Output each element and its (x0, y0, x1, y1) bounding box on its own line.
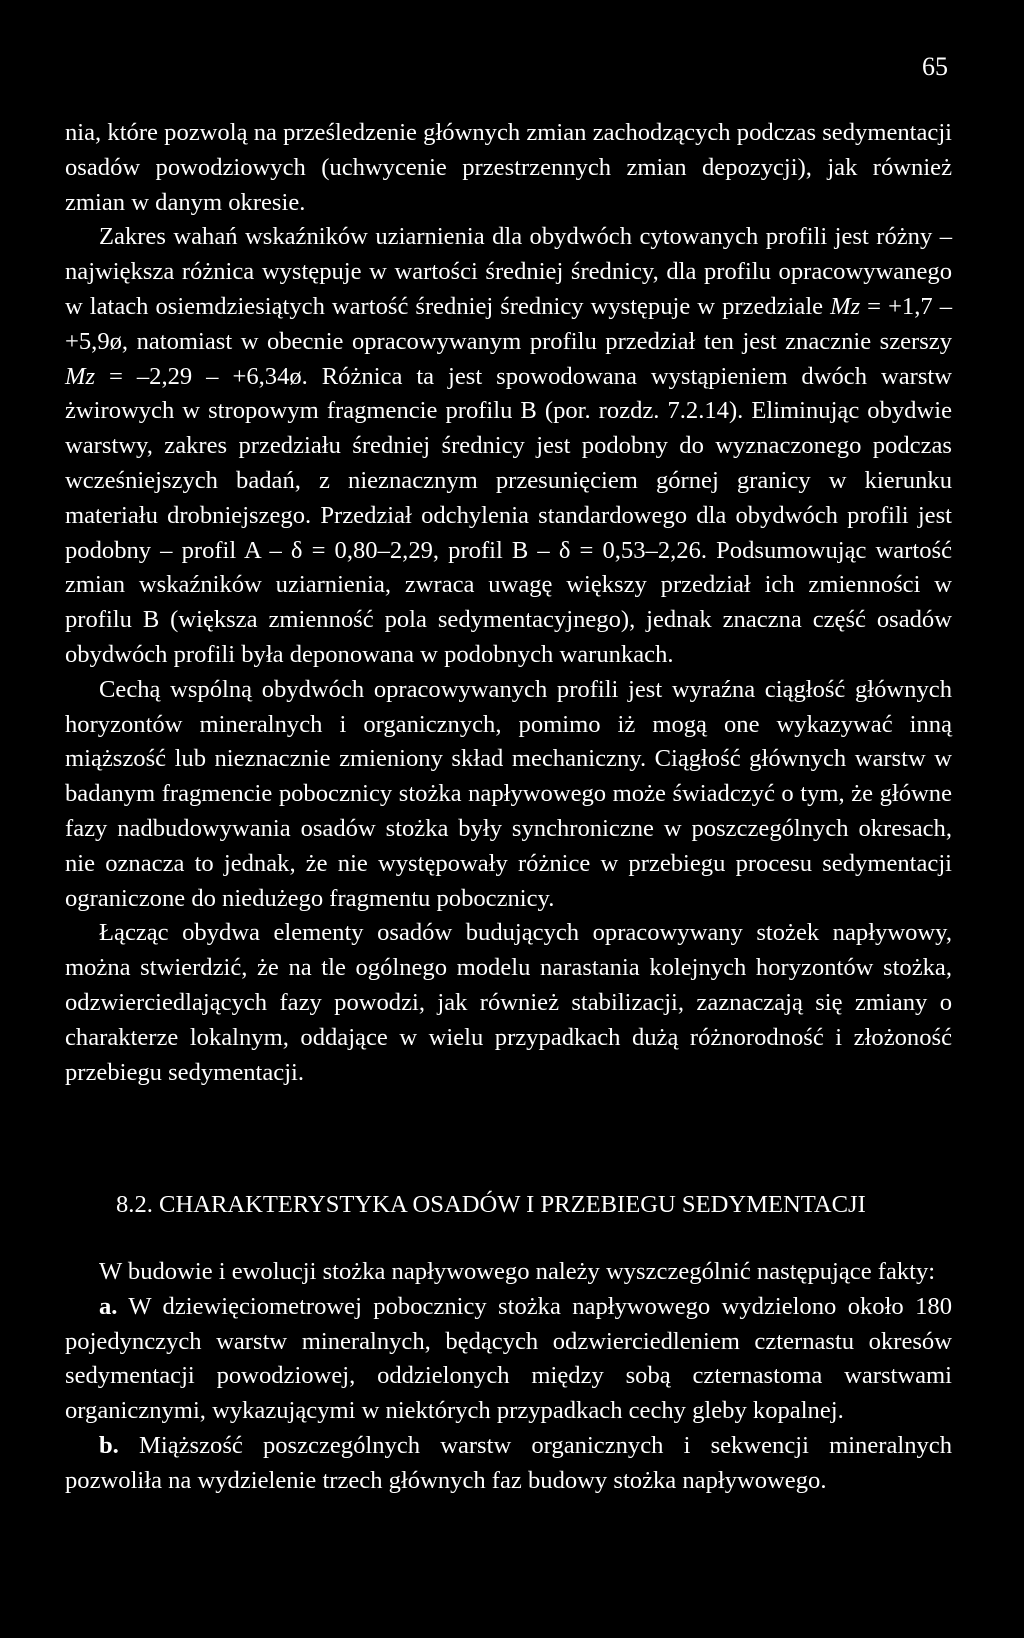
list-item-a (65, 1290, 952, 1429)
item-text: Miąższość poszczególnych warstw organicznych i sekwencji mineralnych pozwoliła na wydzielenie trzech głównych faz budowy stożka napływowego. (65, 1431, 952, 1494)
item-label: a. (99, 1292, 118, 1320)
item-text: W dziewięciometrowej pobocznicy stożka napływowego wydzielono około 180 pojedynczych warstw mineralnych, będących odzwierciedleniem czternastu okresów sedymentacji powodziowej, oddzielonych między sobą czternastoma warstwami organicznymi, wykazującymi w niektórych przypadkach cechy gleby kopalnej. (65, 1292, 952, 1425)
list-item-b (65, 1429, 952, 1499)
paragraph-common-feature: Cechą wspólną obydwóch opracowywanych profili jest wyraźna ciągłość głównych horyzontów mineralnych i organicznych, pomimo iż mogą one wykazywać inną miąższość lub nieznacznie zmieniony skład mechaniczny. Ciągłość głównych warstw w badanym fragmencie pobocznicy stożka napływowego może świadczyć o tym, że główne fazy nadbudowywania osadów stożka były synchroniczne w poszczególnych okresach, nie oznacza to jednak, że nie występowały różnice w przebiegu procesu sedymentacji ograniczone do niedużego fragmentu pobocznicy. (65, 675, 952, 912)
paragraph-text-part: = –2,29 – +6,34ø. Różnica ta jest spowodowana wystąpieniem dwóch warstw żwirowych w stropowym fragmencie profilu B (por. rozdz. 7.2.14). Eliminując obydwie warstwy, zakres przedziału średniej średnicy jest podobny do wyznaczonego podczas wcześniejszych badań, z nieznacznym przesunięciem górnej granicy w kierunku materiału drobniejszego. Przedział odchylenia standardowego dla obydwóch profili jest podobny – profil A – δ = 0,80–2,29, profil B – δ = 0,53–2,26. Podsumowując wartość zmian wskaźników uziarnienia, zwraca uwagę większy przedział ich zmienności w profilu B (większa zmienność pola sedymentacyjnego), jednak znaczna część osadów obydwóch profili była deponowana w podobnych warunkach. (65, 362, 952, 668)
body-text (65, 116, 952, 1090)
formula-mz: Mz (65, 362, 96, 390)
page-number: 65 (922, 52, 948, 81)
item-label: b. (99, 1431, 119, 1459)
paragraph-text-part: = +1,7 – +5,9ø, natomiast w obecnie opracowywanym profilu przedział ten jest znacznie szerszy (65, 292, 952, 355)
section-intro: W budowie i ewolucji stożka napływowego należy wyszczególnić następujące fakty: (99, 1258, 936, 1285)
section-text (65, 1255, 952, 1499)
paragraph-combining-elements: Łącząc obydwa elementy osadów budujących opracowywany stożek napływowy, można stwierdzić, że na tle ogólnego modelu narastania kolejnych horyzontów stożka, odzwierciedlających fazy powodzi, jak również stabilizacji, zaznaczają się zmiany o charakterze lokalnym, oddające w wielu przypadkach dużą różnorodność i złożoność przebiegu sedymentacji. (65, 919, 952, 1086)
section-heading: 8.2. CHARAKTERYSTYKA OSADÓW I PRZEBIEGU SEDYMENTACJI (116, 1191, 866, 1218)
paragraph-continuation: nia, które pozwolą na prześledzenie głównych zmian zachodzących podczas sedymentacji osadów powodziowych (uchwycenie przestrzennych zmian depozycji), jak również zmian w danym okresie. (65, 119, 952, 216)
paragraph-grain-size-indices (65, 220, 952, 672)
paragraph-text-part: Zakres wahań wskaźników uziarnienia dla obydwóch cytowanych profili jest różny – największa różnica występuje w wartości średniej średnicy, dla profilu opracowywanego w latach osiemdziesiątych wartość średniej średnicy występuje w przedziale (65, 223, 952, 320)
formula-mz: Mz (830, 292, 861, 320)
